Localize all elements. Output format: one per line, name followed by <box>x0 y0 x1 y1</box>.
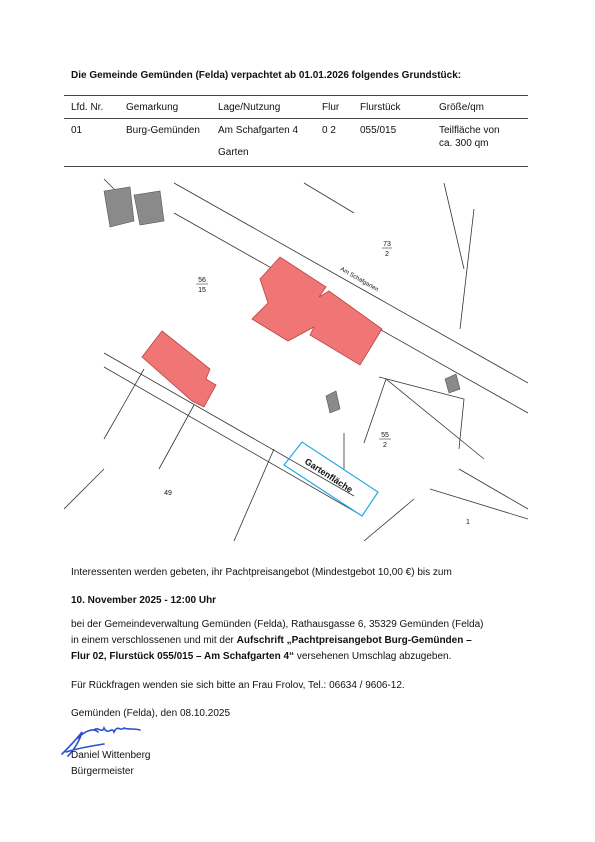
instruction-line-2-plain: in einem verschlossenen und mit der <box>71 635 237 646</box>
page-heading: Die Gemeinde Gemünden (Felda) verpachtet ab 01.01.2026 folgendes Grundstück: <box>71 70 462 81</box>
table-bottom-rule <box>64 166 528 167</box>
instruction-line-3-plain: versehenen Umschlag abzugeben. <box>294 651 452 662</box>
street-name-label: Am Schafgarten <box>339 266 380 294</box>
instruction-line-2-bold: Aufschrift „Pachtpreisangebot Burg-Gemünden – <box>236 635 472 646</box>
col-header-groesse: Größe/qm <box>439 102 485 113</box>
parcel-number-73: 73 <box>383 241 391 248</box>
parcel-number-55: 55 <box>381 432 389 439</box>
garden-area-label: Gartenfläche <box>302 456 355 495</box>
cell-flurstueck: 055/015 <box>360 125 397 136</box>
col-header-lage: Lage/Nutzung <box>218 102 281 113</box>
cell-flur: 0 2 <box>322 125 336 136</box>
intro-text: Interessenten werden gebeten, ihr Pachtpreisangebot (Mindestgebot 10,00 €) bis zum <box>71 567 452 578</box>
signer-name: Daniel Wittenberg <box>71 750 151 761</box>
address-line: bei der Gemeindeverwaltung Gemünden (Felda), Rathausgasse 6, 35329 Gemünden (Felda) <box>71 619 484 630</box>
contact-text: Für Rückfragen wenden sie sich bitte an Frau Frolov, Tel.: 06634 / 9606-12. <box>71 680 405 691</box>
parcel-number-49: 49 <box>164 490 172 497</box>
cell-gemarkung: Burg-Gemünden <box>126 125 200 136</box>
instruction-line-2 <box>71 634 472 647</box>
cell-lage-line2: Garten <box>218 147 249 158</box>
cell-lage-line1: Am Schafgarten 4 <box>218 125 299 136</box>
parcel-denominator-56: 15 <box>198 287 206 294</box>
parcel-denominator-55: 2 <box>383 442 387 449</box>
cell-groesse-line2: ca. 300 qm <box>439 138 489 149</box>
col-header-lfd-nr: Lfd. Nr. <box>71 102 104 113</box>
deadline-text: 10. November 2025 - 12:00 Uhr <box>71 595 217 606</box>
instruction-line-3-bold: Flur 02, Flurstück 055/015 – Am Schafgarten 4“ <box>71 651 295 662</box>
instruction-line-3 <box>71 650 451 663</box>
parcel-number-56: 56 <box>198 277 206 284</box>
table-header-rule <box>64 118 528 119</box>
col-header-flur: Flur <box>322 102 340 113</box>
cell-lfd-nr: 01 <box>71 125 83 136</box>
table-top-rule <box>64 95 528 96</box>
place-date: Gemünden (Felda), den 08.10.2025 <box>71 708 230 719</box>
map-edge-mark: 1 <box>466 519 470 526</box>
parcel-denominator-73: 2 <box>385 251 389 258</box>
col-header-flurstueck: Flurstück <box>360 102 401 113</box>
signer-title: Bürgermeister <box>71 766 134 777</box>
cadastral-map <box>64 169 528 541</box>
cell-groesse-line1: Teilfläche von <box>439 125 500 136</box>
col-header-gemarkung: Gemarkung <box>126 102 179 113</box>
